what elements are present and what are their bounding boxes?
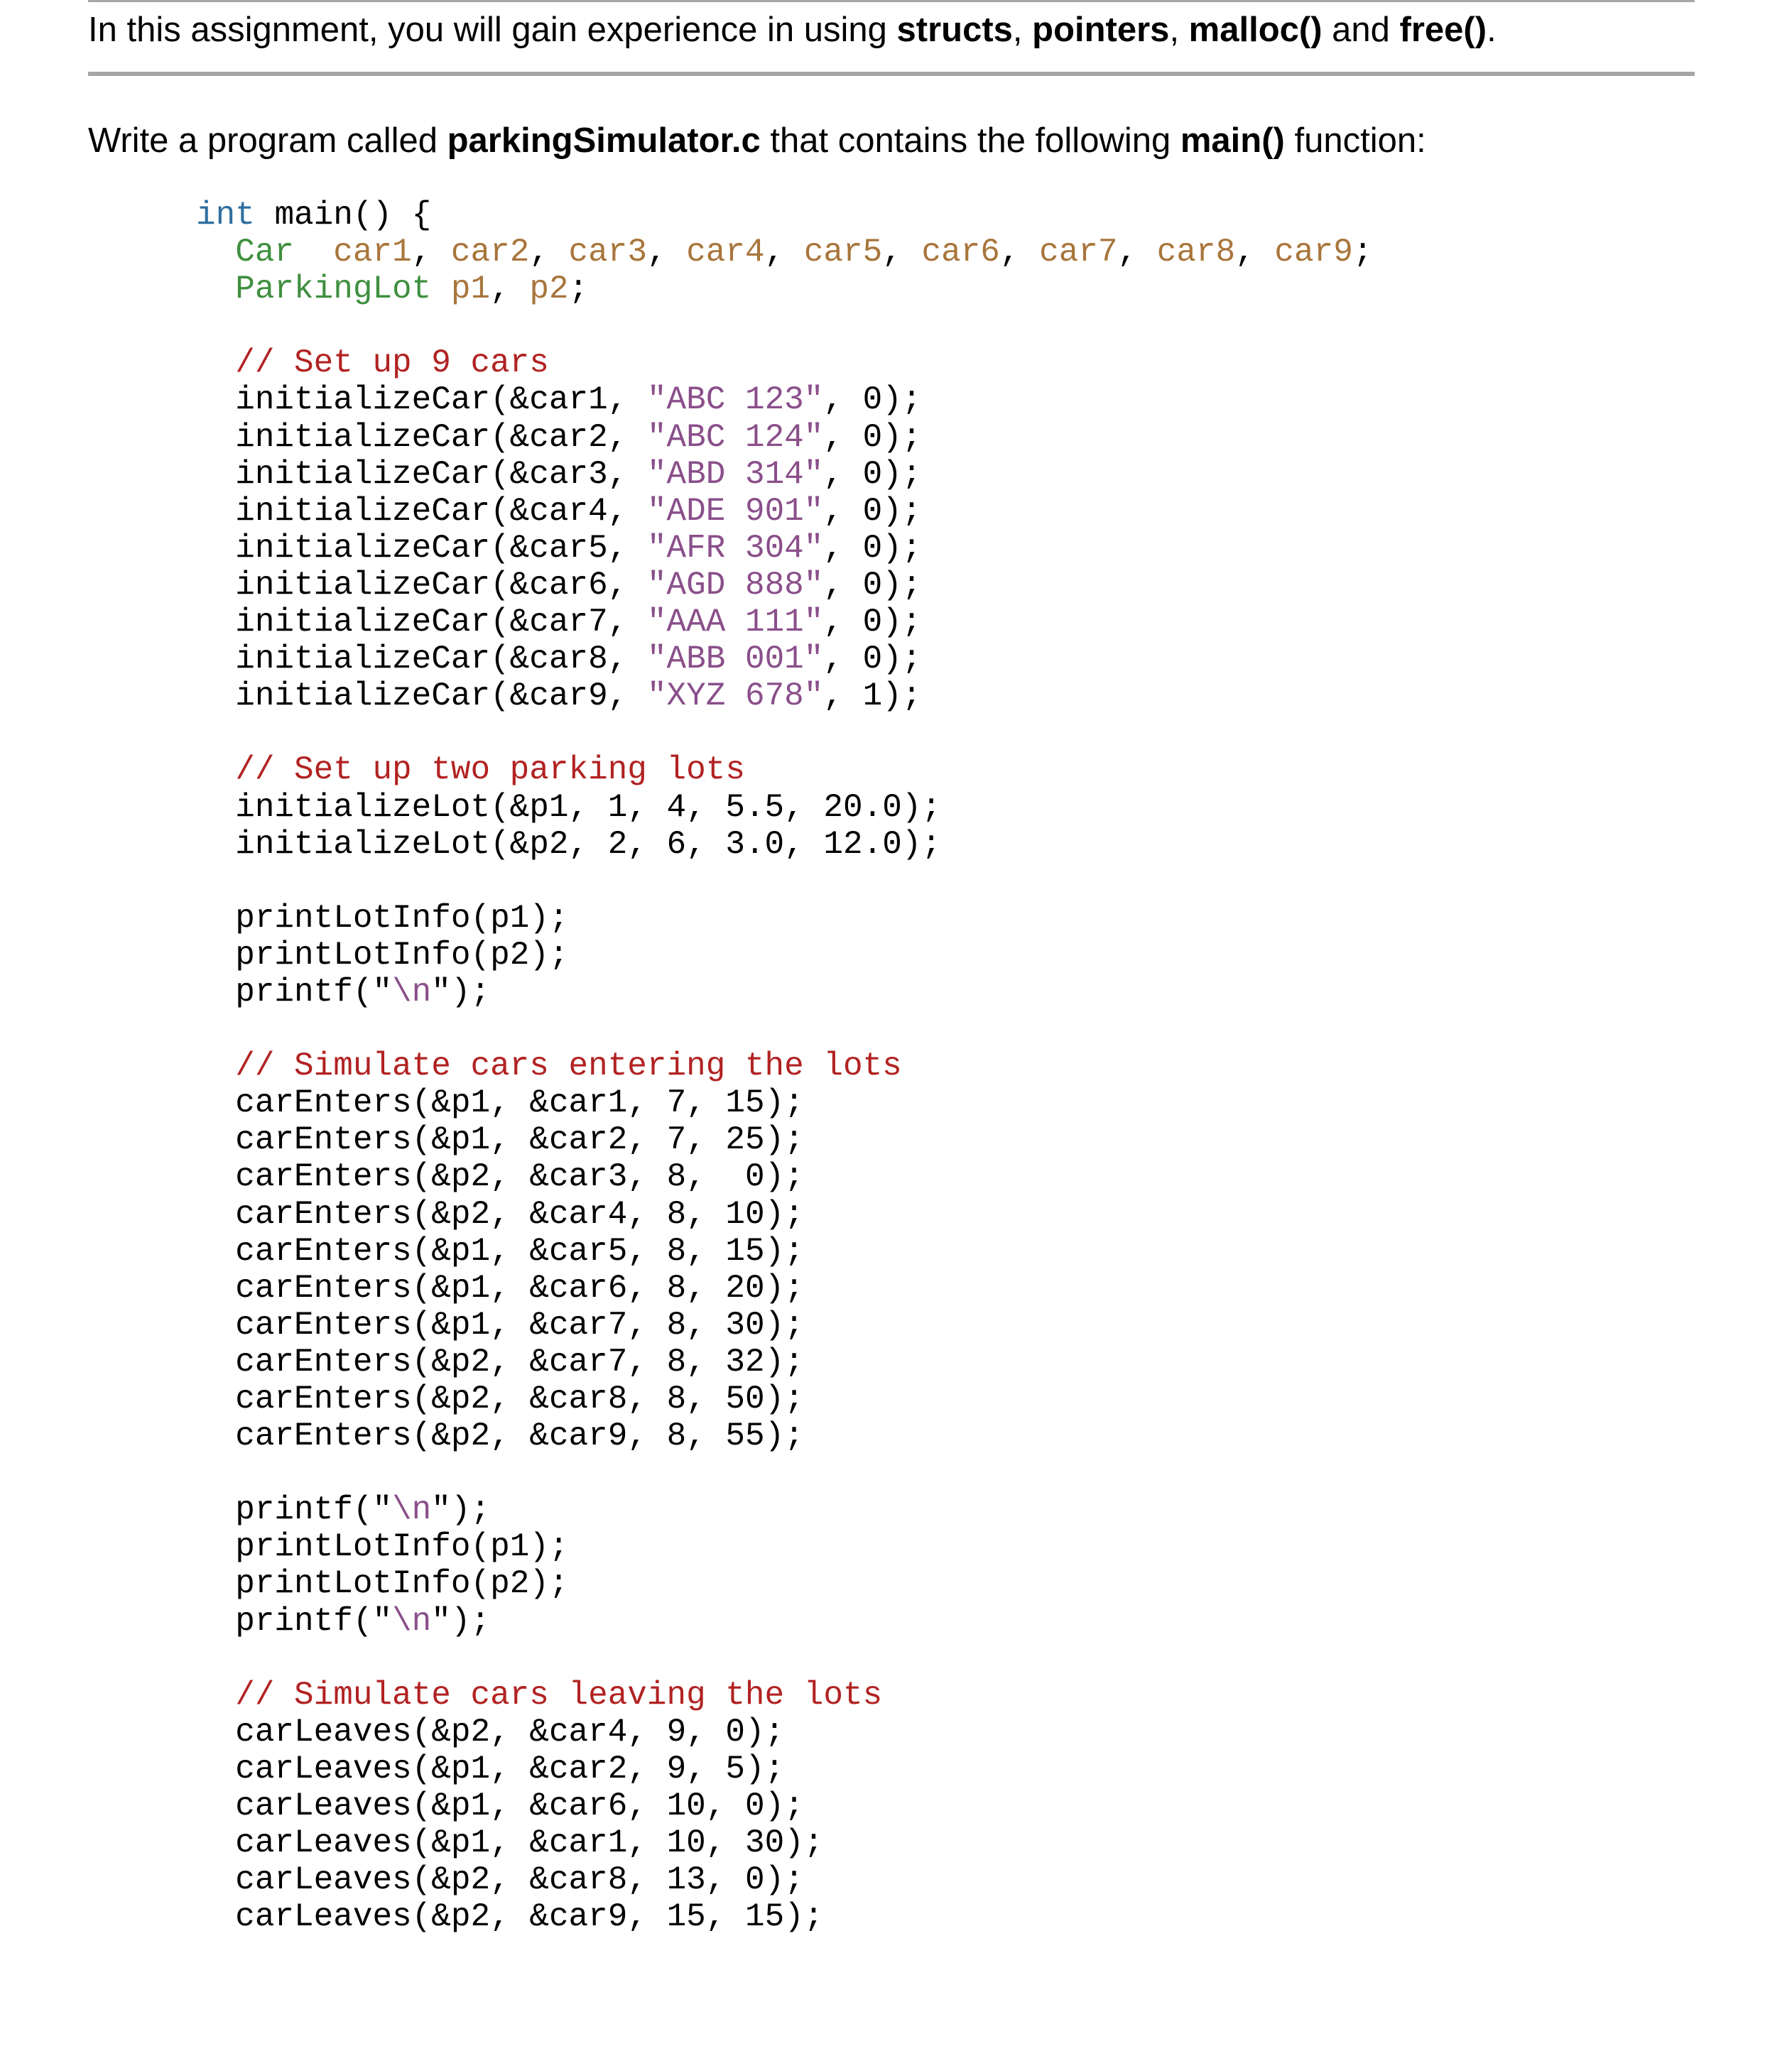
code-line: printLotInfo(p1); [235,1528,569,1566]
code-line: int main() { [196,197,432,234]
code-line: initializeCar(&car3, "ABD 314", 0); [235,455,922,493]
code-line: carEnters(&p2, &car9, 8, 55); [235,1418,804,1455]
code-line: initializeCar(&car1, "ABC 123", 0); [235,381,922,419]
code-line: initializeLot(&p1, 1, 4, 5.5, 20.0); [235,788,942,826]
code-line: printf("\n"); [235,1491,491,1529]
code-line: initializeCar(&car4, "ADE 901", 0); [235,492,922,530]
code-line: carEnters(&p1, &car2, 7, 25); [235,1121,804,1159]
code-line: carLeaves(&p2, &car4, 9, 0); [235,1713,785,1751]
code-line: carEnters(&p1, &car1, 7, 15); [235,1084,804,1122]
code-line: printf("\n"); [235,1602,491,1640]
code-line: printf("\n"); [235,973,491,1011]
code-line: printLotInfo(p2); [235,936,569,974]
code-line: initializeCar(&car9, "XYZ 678", 1); [235,678,922,715]
task-lead: Write a program called [88,121,447,160]
code-line [196,308,1372,344]
task-filename: parkingSimulator.c [447,121,761,160]
intro-term-malloc: malloc() [1188,11,1323,49]
code-line: carEnters(&p2, &car4, 8, 10); [235,1195,804,1233]
code-line: // Simulate cars leaving the lots [235,1676,883,1714]
code-line: initializeCar(&car7, "AAA 111", 0); [235,604,922,641]
code-line: carLeaves(&p1, &car6, 10, 0); [235,1788,804,1825]
code-line: printLotInfo(p2); [235,1565,569,1603]
code-line: carEnters(&p1, &car7, 8, 30); [235,1306,804,1344]
task-sentence [88,119,1426,162]
code-line [196,1454,1372,1491]
intro-term-pointers: pointers [1032,11,1170,49]
code-line [196,1011,1372,1048]
code-line: // Set up two parking lots [235,751,745,789]
intro-tail: . [1487,11,1497,49]
task-function-name: main() [1180,121,1285,160]
code-line: carLeaves(&p2, &car8, 13, 0); [235,1861,804,1899]
code-line [196,863,1372,900]
section-divider [88,72,1695,76]
code-line: initializeCar(&car8, "ABB 001", 0); [235,641,922,678]
code-line: initializeCar(&car2, "ABC 124", 0); [235,418,922,456]
code-line: carLeaves(&p1, &car2, 9, 5); [235,1750,785,1788]
intro-term-structs: structs [896,11,1013,49]
intro-lead: In this assignment, you will gain experience in using [88,11,897,49]
code-line [196,714,1372,751]
code-line: Car car1, car2, car3, car4, car5, car6, car7, car8, car9; [235,234,1373,271]
intro-separator: , [1169,11,1189,49]
task-middle: that contains the following [760,121,1180,160]
code-line: initializeLot(&p2, 2, 6, 3.0, 12.0); [235,825,942,863]
code-line: carEnters(&p2, &car7, 8, 32); [235,1343,804,1381]
top-divider [88,0,1695,2]
code-line: carEnters(&p1, &car6, 8, 20); [235,1269,804,1307]
task-tail: function: [1284,121,1426,160]
code-line: ParkingLot p1, p2; [235,271,589,308]
code-line: carEnters(&p1, &car5, 8, 15); [235,1232,804,1270]
code-line: printLotInfo(p1); [235,899,569,937]
code-line: // Set up 9 cars [235,344,549,382]
code-line: initializeCar(&car5, "AFR 304", 0); [235,529,922,567]
code-listing [196,197,1372,1935]
code-line: carEnters(&p2, &car8, 8, 50); [235,1381,804,1418]
intro-sentence [88,9,1497,51]
code-line: // Simulate cars entering the lots [235,1048,902,1085]
code-line: carLeaves(&p2, &car9, 15, 15); [235,1898,824,1936]
intro-separator: , [1012,11,1033,49]
code-line: carLeaves(&p1, &car1, 10, 30); [235,1824,824,1862]
intro-separator: and [1322,11,1400,49]
code-line: initializeCar(&car6, "AGD 888", 0); [235,566,922,604]
code-line: carEnters(&p2, &car3, 8, 0); [235,1158,804,1196]
intro-term-free: free() [1399,11,1487,49]
code-line [196,1640,1372,1677]
